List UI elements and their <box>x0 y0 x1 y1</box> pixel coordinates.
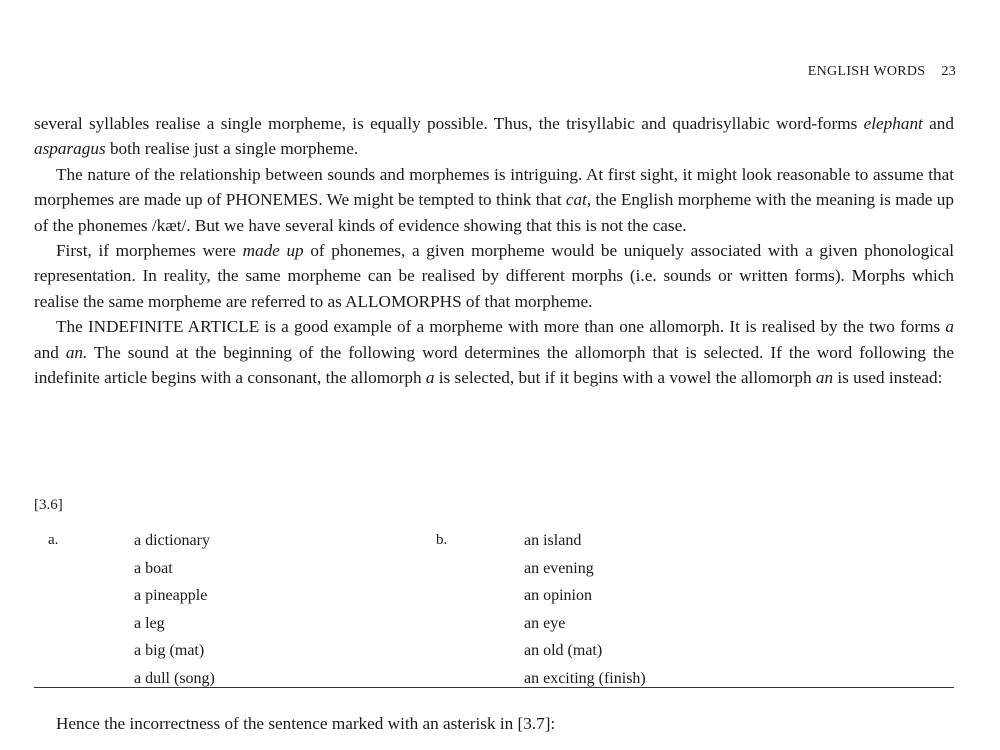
paragraph-3 <box>34 238 954 314</box>
example-item: a leg <box>134 614 165 632</box>
example-item: a pineapple <box>134 587 208 604</box>
text-run: First, if morphemes were <box>56 241 243 261</box>
text-run: several syllables realise a single morpheme, is equally possible. Thus, the trisyllabic and quadrisyllabic word-forms <box>34 114 864 133</box>
text-run: is selected, but if it begins with a vowel the allomorph <box>434 368 816 388</box>
paragraph-2 <box>34 162 954 238</box>
italic-term: elephant <box>863 114 923 133</box>
paragraph-1 <box>34 111 954 162</box>
italic-term: cat, <box>565 190 592 210</box>
example-item: an exciting (finish) <box>524 669 646 687</box>
italic-term: an. <box>65 342 88 362</box>
page-number: 23 <box>941 64 956 79</box>
example-item: a dull (song) <box>134 669 215 687</box>
example-item: an eye <box>524 614 566 632</box>
text-run: both realise just a single morpheme. <box>105 139 359 159</box>
running-title: ENGLISH WORDS <box>807 64 926 79</box>
body-text <box>34 111 954 390</box>
italic-term: asparagus <box>34 139 106 159</box>
example-marker-b: b. <box>436 532 448 548</box>
example-item: an island <box>524 532 582 549</box>
paragraph-4 <box>34 314 954 390</box>
example-item: a boat <box>134 559 173 577</box>
example-column-a <box>134 527 215 692</box>
example-item: a big (mat) <box>134 642 205 659</box>
example-item: an opinion <box>524 587 592 604</box>
text-run: and <box>922 114 954 133</box>
italic-term: an <box>815 368 834 388</box>
text-run: the English morpheme with the meaning is made up of the phonemes /kæt/. But we have several kinds of evidence showing that this is not the case. <box>34 190 954 235</box>
example-item: an evening <box>524 559 594 577</box>
italic-term: a <box>945 317 954 337</box>
running-head <box>808 64 956 80</box>
example-marker-a: a. <box>48 532 59 548</box>
closing-sentence: Hence the incorrectness of the sentence marked with an asterisk in [3.7]: <box>56 714 556 733</box>
text-run: The nature of the relationship between sounds and morphemes is intriguing. At first sight, it might look reasonable to assume that morphemes are made up of PHONEMES. We might be tempted to think that <box>34 164 954 210</box>
text-run: is used instead: <box>833 368 943 388</box>
text-run: of phonemes, a given morpheme would be uniquely associated with a given phonological representation. In reality, the same morpheme can be realised by different morphs (i.e. sounds or written forms). Morphs which realise the same morpheme are referred to as ALLOMORPHS of that morpheme. <box>34 241 954 311</box>
text-run: and <box>34 342 66 362</box>
example-item: a dictionary <box>134 532 210 549</box>
example-item: an old (mat) <box>524 642 603 659</box>
horizontal-rule <box>34 687 954 688</box>
example-column-b <box>524 527 646 692</box>
italic-term: made up <box>242 241 304 261</box>
text-run: The sound at the beginning of the following word determines the allomorph that is selected. If the word following the indefinite article begins with a consonant, the allomorph <box>34 342 954 388</box>
text-run: The INDEFINITE ARTICLE is a good example of a morpheme with more than one allomorph. It is realised by the two forms <box>56 317 946 337</box>
example-number: [3.6] <box>34 497 63 513</box>
italic-term: a <box>425 368 435 388</box>
